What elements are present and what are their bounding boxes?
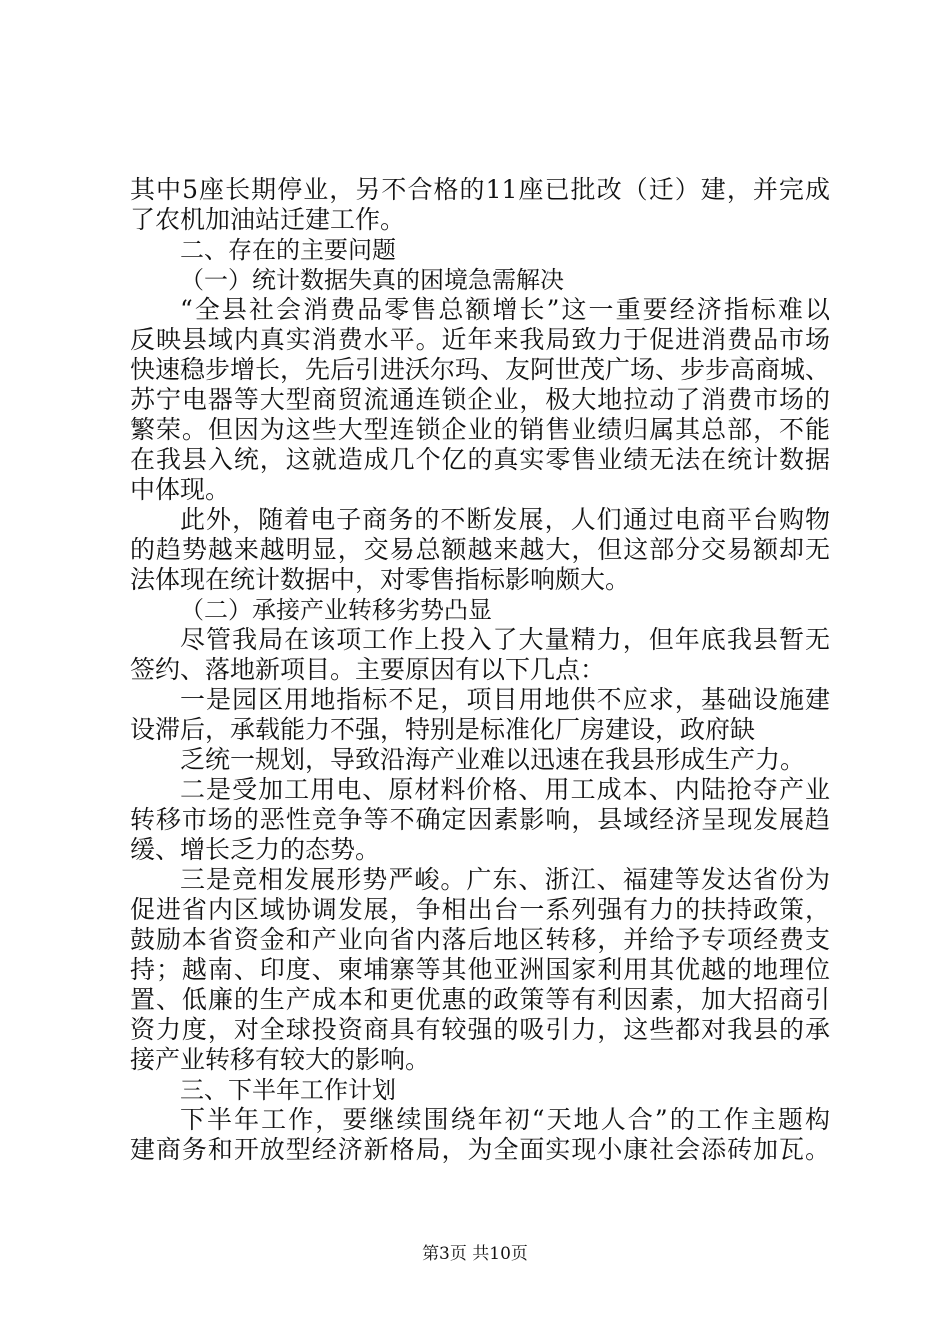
page-number-footer: 第3页 共10页 [422,1244,528,1264]
text-line: 苏宁电器等大型商贸流通连锁企业，极大地拉动了消费市场的 [130,385,830,414]
text-line: 接产业转移有较大的影响。 [130,1045,431,1074]
text-line: 资力度，对全球投资商具有较强的吸引力，这些都对我县的承 [130,1015,830,1044]
text-line: 中体现。 [130,475,231,504]
text-line: 下半年工作，要继续围绕年初“天地人合”的工作主题构 [180,1105,830,1134]
text-line: “全县社会消费品零售总额增长”这一重要经济指标难以 [180,295,830,324]
text-line: 二是受加工用电、原材料价格、用工成本、内陆抢夺产业 [180,775,830,804]
section-heading: 二、存在的主要问题 [180,236,396,264]
text-line: 缓、增长乏力的态势。 [130,835,381,864]
text-line: 其中5座长期停业，另不合格的11座已批改（迁）建，并完成 [130,175,830,204]
section-heading: 三、下半年工作计划 [180,1076,396,1104]
text-line: 乏统一规划，导致沿海产业难以迅速在我县形成生产力。 [180,745,806,774]
text-line: 了农机加油站迁建工作。 [130,205,406,234]
text-line: 三是竞相发展形势严峻。广东、浙江、福建等发达省份为 [180,865,830,894]
text-line: 尽管我局在该项工作上投入了大量精力，但年底我县暂无 [180,625,830,654]
text-line: 一是园区用地指标不足，项目用地供不应求，基础设施建 [180,685,830,714]
text-line: 反映县域内真实消费水平。近年来我局致力于促进消费品市场 [130,325,830,354]
text-line: 鼓励本省资金和产业向省内落后地区转移，并给予专项经费支 [130,925,830,954]
text-line: 置、低廉的生产成本和更优惠的政策等有利因素，加大招商引 [130,985,830,1014]
text-line: 促进省内区域协调发展，争相出台一系列强有力的扶持政策， [130,895,830,924]
text-line: 在我县入统，这就造成几个亿的真实零售业绩无法在统计数据 [130,445,830,474]
text-line: 法体现在统计数据中，对零售指标影响颇大。 [130,565,631,594]
text-line: 设滞后，承载能力不强，特别是标准化厂房建设，政府缺 [130,715,756,744]
text-line: 持；越南、印度、柬埔寨等其他亚洲国家利用其优越的地理位 [130,955,830,984]
text-line: 繁荣。但因为这些大型连锁企业的销售业绩归属其总部，不能 [130,415,830,444]
text-line: 快速稳步增长，先后引进沃尔玛、友阿世茂广场、步步高商城、 [130,355,831,384]
text-line: 建商务和开放型经济新格局，为全面实现小康社会添砖加瓦。 [130,1135,830,1164]
document-body [130,175,830,1165]
text-line: 转移市场的恶性竞争等不确定因素影响，县域经济呈现发展趋 [130,805,830,834]
text-line: 签约、落地新项目。主要原因有以下几点： [130,655,606,684]
text-line: 此外，随着电子商务的不断发展，人们通过电商平台购物 [180,505,830,534]
text-line: 的趋势越来越明显，交易总额越来越大，但这部分交易额却无 [130,535,830,564]
subsection-heading: （二）承接产业转移劣势凸显 [180,596,492,624]
subsection-heading: （一）统计数据失真的困境急需解决 [180,266,564,294]
